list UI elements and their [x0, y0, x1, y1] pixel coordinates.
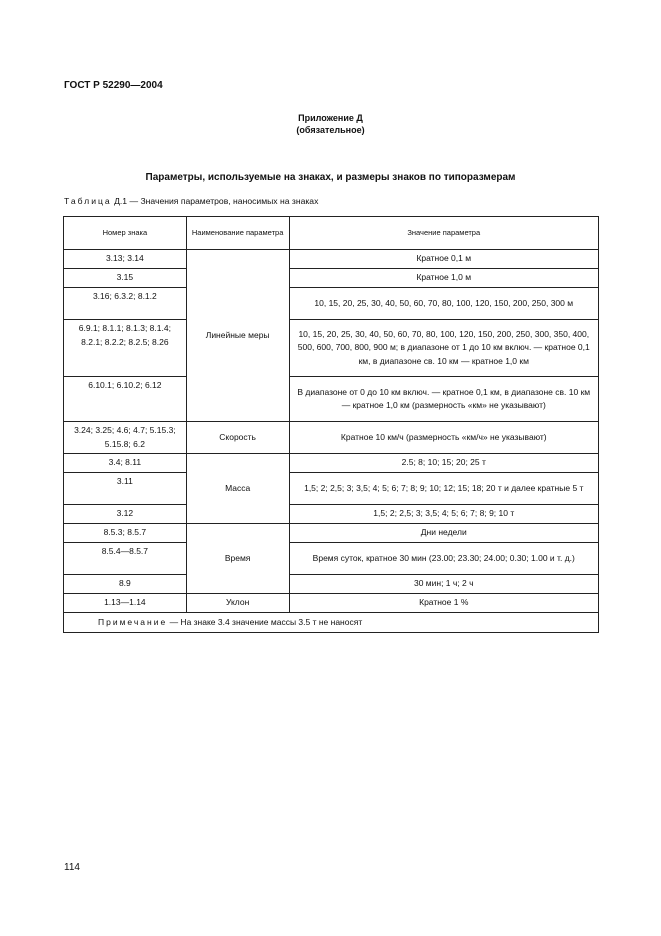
document-id: ГОСТ Р 52290—2004 [64, 80, 163, 91]
table-row [64, 454, 599, 473]
table-note-row [64, 613, 599, 633]
section-title: Параметры, используемые на знаках, и размеры знаков по типоразмерам [145, 172, 516, 183]
value-cell: 10, 15, 20, 25, 30, 40, 50, 60, 70, 80, 100, 120, 150, 200, 250, 300 м [289, 288, 598, 320]
value-cell: В диапазоне от 0 до 10 км включ. — кратное 0,1 км, в диапазоне св. 10 км — кратное 1,0 км (размерность «км» не указывают) [289, 377, 598, 422]
sign-cell: 6.10.1; 6.10.2; 6.12 [64, 377, 187, 422]
table-caption [64, 196, 318, 206]
page-number: 114 [64, 862, 80, 873]
table-caption-text: Д.1 — Значения параметров, наносимых на знаках [111, 196, 319, 206]
value-cell: 1,5; 2; 2,5; 3; 3,5; 4; 5; 6; 7; 8; 9; 10; 12; 15; 18; 20 т и далее кратные 5 т [289, 473, 598, 505]
sign-cell: 8.5.3; 8.5.7 [64, 524, 187, 543]
appendix-heading [0, 112, 661, 136]
table-row [64, 505, 599, 524]
value-cell: Время суток, кратное 30 мин (23.00; 23.30; 24.00; 0.30; 1.00 и т. д.) [289, 543, 598, 575]
sign-cell: 8.5.4—8.5.7 [64, 543, 187, 575]
sign-cell: 3.15 [64, 269, 187, 288]
table-note [64, 613, 599, 633]
note-text: — На знаке 3.4 значение массы 3.5 т не наносят [167, 616, 363, 627]
appendix-title: Приложение Д [298, 113, 363, 123]
sign-cell: 3.4; 8.11 [64, 454, 187, 473]
sign-cell: 3.16; 6.3.2; 8.1.2 [64, 288, 187, 320]
note-label: Примечание [98, 616, 168, 627]
table-row [64, 288, 599, 320]
header-parameter-value: Значение параметра [289, 217, 598, 250]
header-parameter-name: Наименование параметра [186, 217, 289, 250]
group-cell-slope: Уклон [186, 594, 289, 613]
value-cell: 30 мин; 1 ч; 2 ч [289, 575, 598, 594]
value-cell: Кратное 1 % [289, 594, 598, 613]
value-cell: Кратное 0,1 м [289, 250, 598, 269]
table-row [64, 594, 599, 613]
sign-cell: 3.11 [64, 473, 187, 505]
parameters-table [63, 216, 599, 633]
group-cell-linear: Линейные меры [186, 250, 289, 422]
group-cell-time: Время [186, 524, 289, 594]
table-caption-label: Таблица [64, 196, 112, 206]
table-row [64, 575, 599, 594]
appendix-status: (обязательное) [296, 125, 365, 135]
table-row [64, 473, 599, 505]
value-cell: Кратное 1,0 м [289, 269, 598, 288]
table-row [64, 524, 599, 543]
sign-cell: 3.13; 3.14 [64, 250, 187, 269]
table-header-row [64, 217, 599, 250]
value-cell: 10, 15, 20, 25, 30, 40, 50, 60, 70, 80, 100, 120, 150, 200, 250, 300, 350, 400, 500, 600, 700, 800, 900 м; в диапазоне от 1 до 10 км включ. — кратное 0,1 км, в диапазоне св. 10 км — кратное 1,0 км [289, 320, 598, 377]
group-cell-speed: Скорость [186, 422, 289, 454]
sign-cell: 1.13—1.14 [64, 594, 187, 613]
value-cell: Кратное 10 км/ч (размерность «км/ч» не указывают) [289, 422, 598, 454]
value-cell: 1,5; 2; 2,5; 3; 3,5; 4; 5; 6; 7; 8; 9; 10 т [289, 505, 598, 524]
value-cell: 2.5; 8; 10; 15; 20; 25 т [289, 454, 598, 473]
group-cell-mass: Масса [186, 454, 289, 524]
sign-cell: 3.12 [64, 505, 187, 524]
table-row [64, 543, 599, 575]
value-cell: Дни недели [289, 524, 598, 543]
table-row [64, 269, 599, 288]
table-row [64, 320, 599, 377]
sign-cell: 6.9.1; 8.1.1; 8.1.3; 8.1.4; 8.2.1; 8.2.2; 8.2.5; 8.26 [64, 320, 187, 377]
table-row [64, 377, 599, 422]
sign-cell: 3.24; 3.25; 4.6; 4.7; 5.15.3; 5.15.8; 6.2 [64, 422, 187, 454]
table-row [64, 422, 599, 454]
header-sign-number: Номер знака [64, 217, 187, 250]
sign-cell: 8.9 [64, 575, 187, 594]
table-row [64, 250, 599, 269]
